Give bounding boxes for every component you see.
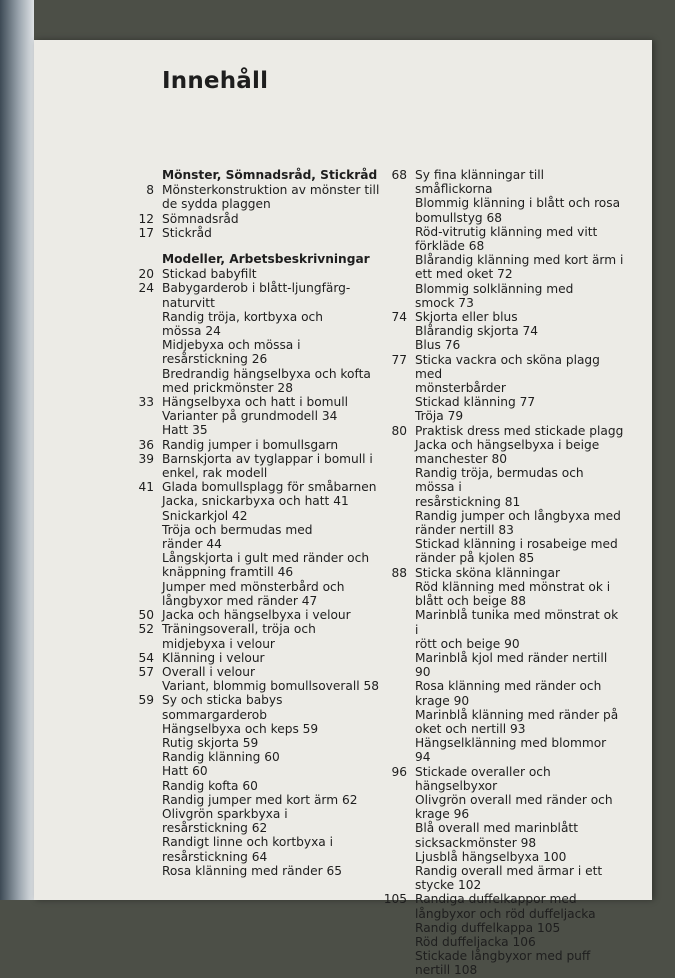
toc-entry (379, 168, 624, 196)
toc-entry (126, 395, 382, 409)
toc-entry-title: Klänning i velour (162, 650, 265, 665)
toc-sub-entry: Randig tröja, kortbyxa och mössa 24 (162, 309, 323, 339)
section-heading: Modeller, Arbetsbeskrivningar (162, 252, 370, 267)
toc-sub-entry: Randigt linne och kortbyxa i resårstickning 64 (162, 835, 334, 864)
page-title: Innehåll (162, 68, 269, 94)
toc-sub-entry: Blommig klänning i blått och rosa bomullstyg 68 (415, 196, 621, 225)
toc-entry-title: Jacka och hängselbyxa i velour (162, 608, 351, 623)
toc-entry (126, 438, 382, 452)
toc-sub-entry: Randig kofta 60 (162, 778, 258, 793)
toc-sub-entry: Randig klänning 60 (162, 750, 280, 765)
toc-page-number: 8 (146, 183, 154, 198)
toc-page-number: 36 (138, 437, 154, 452)
toc-page-number: 88 (391, 565, 407, 580)
toc-sub-entry: Olivgrön sparkbyxa i resårstickning 62 (162, 806, 288, 836)
toc-entry (379, 310, 624, 324)
toc-sub-entry: Rosa klänning med ränder och krage 90 (415, 679, 602, 708)
toc-sub-entry: Randig jumper och långbyxa med ränder nertill 83 (415, 508, 621, 538)
toc-entry (126, 480, 382, 494)
toc-sub-entry: Röd klänning med mönstrat ok i blått och beige 88 (415, 579, 611, 609)
section-heading: Mönster, Sömnadsråd, Stickråd (162, 168, 378, 182)
toc-sub-entry: Blommig solklänning med smock 73 (415, 281, 574, 310)
toc-entry (379, 566, 624, 580)
toc-page-number: 50 (138, 608, 154, 623)
toc-sub-entry: Stickad klänning 77 (415, 395, 536, 410)
toc-sub-entry: Randig jumper med kort ärm 62 (162, 792, 358, 807)
toc-entry (126, 267, 382, 281)
toc-entry (126, 183, 382, 211)
toc-entry-title: Träningsoverall, tröja och midjebyxa i velour (162, 622, 316, 651)
toc-entry-title: Stickad babyfilt (162, 267, 257, 282)
toc-entry (126, 651, 382, 665)
toc-sub-entry: Midjebyxa och mössa i resårstickning 26 (162, 338, 301, 367)
toc-entry-title: Sticka sköna klänningar (415, 565, 560, 580)
toc-entry-title: Barnskjorta av tyglappar i bomull i enkel, rak modell (162, 451, 373, 481)
toc-entry-title: Randig jumper i bomullsgarn (162, 437, 339, 452)
toc-entry-title: Randiga duffelkappor med långbyxor och röd duffeljacka (415, 892, 596, 921)
toc-sub-entry: Röd duffeljacka 106 (415, 934, 536, 949)
toc-entry-title: Skjorta eller blus (415, 310, 518, 325)
toc-sub-entry: Hatt 35 (162, 423, 208, 438)
toc-page-number: 39 (138, 451, 154, 466)
toc-entry-title: Praktisk dress med stickade plagg (415, 423, 624, 438)
toc-entry (379, 892, 624, 920)
toc-sub-entry: Stickade långbyxor med puff nertill 108 (415, 949, 591, 978)
toc-entry-title: Sömnadsråd (162, 211, 239, 226)
toc-entry-title: Hängselbyxa och hatt i bomull (162, 395, 349, 410)
toc-page-number: 54 (138, 650, 154, 665)
toc-sub-entry: Marinblå tunika med mönstrat ok i rött och beige 90 (415, 608, 619, 651)
toc-sub-entry: Jacka, snickarbyxa och hatt 41 (162, 494, 349, 509)
toc-entry-title: Sy och sticka babys sommargarderob (162, 693, 283, 722)
toc-page-number: 96 (391, 764, 407, 779)
toc-sub-entry: Snickarkjol 42 (162, 508, 248, 523)
toc-sub-entry: Randig tröja, bermudas och mössa i resårstickning 81 (415, 466, 584, 509)
toc-entry (126, 212, 382, 226)
toc-entry-title: Sy fina klänningar till småflickorna (415, 168, 545, 197)
toc-sub-entry: Varianter på grundmodell 34 (162, 409, 338, 424)
toc-entry-title: Babygarderob i blått-ljungfärg- naturvitt (162, 281, 351, 310)
toc-page-number: 80 (391, 423, 407, 438)
toc-entry (126, 452, 382, 480)
toc-page-number: 77 (391, 352, 407, 367)
toc-sub-entry: Randig duffelkappa 105 (415, 920, 561, 935)
toc-sub-entry: Rutig skjorta 59 (162, 735, 259, 750)
toc-sub-entry: Långskjorta i gult med ränder och knäppning framtill 46 (162, 551, 370, 580)
toc-sub-entry: Blårandig skjorta 74 (415, 324, 539, 339)
toc-page-number: 68 (391, 168, 407, 182)
toc-sub-entry: Hängselklänning med blommor 94 (415, 736, 607, 765)
toc-sub-entry: Blå overall med marinblått sicksackmönster 98 (415, 821, 578, 850)
toc-entry (379, 353, 624, 396)
toc-sub-entry: Bredrandig hängselbyxa och kofta med prickmönster 28 (162, 366, 371, 395)
toc-page-number: 20 (138, 267, 154, 282)
toc-sub-entry: Jumper med mönsterbård och långbyxor med ränder 47 (162, 579, 345, 608)
toc-entry (379, 424, 624, 438)
toc-page-number: 17 (138, 225, 154, 240)
toc-sub-entry: Olivgrön overall med ränder och krage 96 (415, 792, 613, 822)
book-page (34, 40, 652, 978)
toc-entry (126, 665, 382, 679)
toc-entry (126, 693, 382, 721)
toc-entry (126, 226, 382, 240)
toc-sub-entry: Randig overall med ärmar i ett stycke 102 (415, 863, 603, 893)
toc-sub-entry: Rosa klänning med ränder 65 (162, 863, 342, 878)
toc-page-number: 52 (138, 622, 154, 637)
toc-sub-entry: Blårandig klänning med kort ärm i ett med oket 72 (415, 253, 624, 282)
toc-page-number: 59 (138, 693, 154, 708)
toc-entry-title: Stickade overaller och hängselbyxor (415, 764, 551, 793)
toc-sub-entry: Röd-vitrutig klänning med vitt förkläde 68 (415, 224, 598, 254)
toc-sub-entry: Blus 76 (415, 338, 461, 353)
toc-sub-entry: Jacka och hängselbyxa i beige manchester 80 (415, 437, 600, 467)
toc-page-number: 74 (391, 310, 407, 325)
adjacent-page-edge (0, 0, 34, 900)
toc-sub-entry: Stickad klänning i rosabeige med ränder på kjolen 85 (415, 537, 618, 566)
toc-entry-title: Stickråd (162, 225, 212, 240)
toc-column-left (126, 168, 382, 878)
toc-page-number: 12 (138, 211, 154, 226)
toc-sub-entry: Marinblå kjol med ränder nertill 90 (415, 650, 608, 680)
toc-entry (126, 281, 382, 309)
toc-column-right (379, 168, 624, 978)
toc-entry-title: Overall i velour (162, 664, 255, 679)
toc-page-number: 24 (138, 281, 154, 296)
toc-sub-entry: Ljusblå hängselbyxa 100 (415, 849, 567, 864)
toc-entry (126, 622, 382, 650)
toc-sub-entry: Marinblå klänning med ränder på oket och nertill 93 (415, 707, 619, 736)
toc-sub-entry: Hatt 60 (162, 764, 208, 779)
toc-sub-entry: Hängselbyxa och keps 59 (162, 721, 319, 736)
toc-entry (126, 608, 382, 622)
toc-page-number: 41 (138, 480, 154, 495)
page-content (34, 40, 652, 978)
toc-entry-title: Sticka vackra och sköna plagg med mönsterbårder (415, 352, 600, 396)
toc-page-number: 105 (383, 892, 407, 907)
toc-page-number: 33 (138, 395, 154, 410)
toc-entry-title: Glada bomullsplagg för småbarnen (162, 480, 377, 495)
toc-page-number: 57 (138, 664, 154, 679)
toc-entry (379, 765, 624, 793)
toc-sub-entry: Variant, blommig bomullsoverall 58 (162, 679, 380, 694)
toc-entry-title: Mönsterkonstruktion av mönster till de sydda plaggen (162, 183, 380, 212)
toc-sub-entry: Tröja och bermudas med ränder 44 (162, 522, 313, 552)
toc-sub-entry: Tröja 79 (415, 409, 464, 424)
